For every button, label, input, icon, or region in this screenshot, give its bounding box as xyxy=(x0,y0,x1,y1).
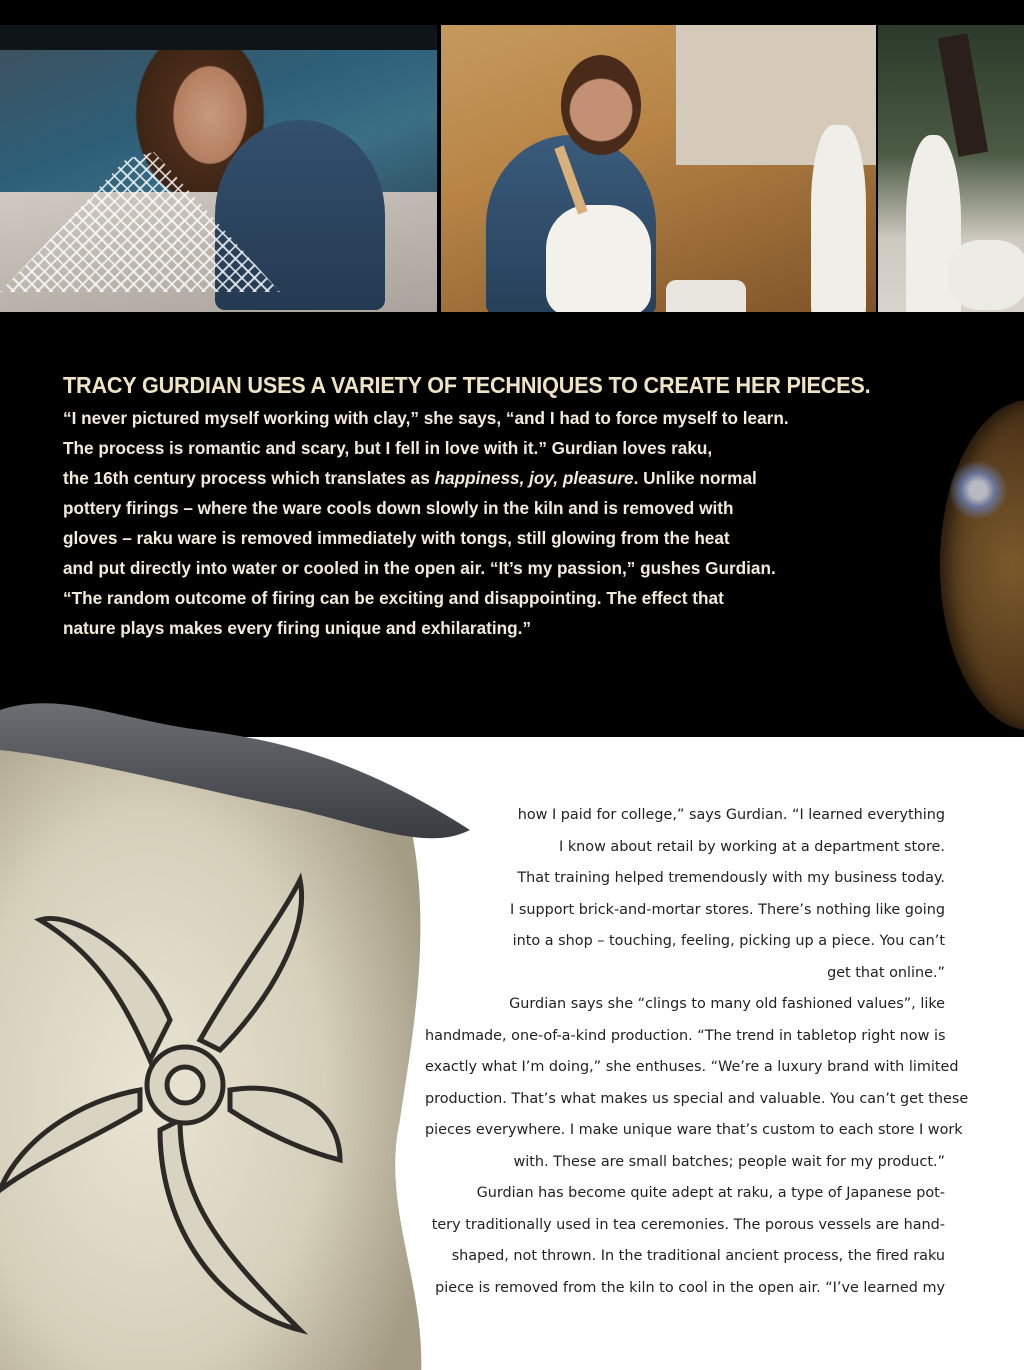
intro-line: gloves – raku ware is removed immediately with tongs, still glowing from the heat xyxy=(63,528,730,548)
body-line: exactly what I’m doing,” she enthuses. “We’re a luxury brand with limited xyxy=(425,1059,959,1075)
intro-line xyxy=(63,463,953,493)
body-line: Gurdian says she “clings to many old fashioned values”, like xyxy=(509,996,945,1012)
body-line: Gurdian has become quite adept at raku, a type of Japanese pot- xyxy=(476,1185,945,1201)
intro-line: “I never pictured myself working with clay,” she says, “and I had to force myself to learn. xyxy=(63,408,789,428)
body-line: into a shop – touching, feeling, picking up a piece. You can’t xyxy=(512,933,945,949)
body-line: how I paid for college,” says Gurdian. “I learned everything xyxy=(517,807,945,823)
flower-pot-image xyxy=(0,690,470,1370)
intro-line-end: . Unlike normal xyxy=(633,468,757,488)
intro-block xyxy=(63,372,953,643)
body-line: I support brick-and-mortar stores. There’s nothing like going xyxy=(510,901,945,918)
intro-line: “The random outcome of firing can be exciting and disappointing. The effect that xyxy=(63,588,724,608)
body-line: production. That’s what makes us special and valuable. You can’t get these xyxy=(425,1090,969,1107)
body-line: handmade, one-of-a-kind production. “The trend in tabletop right now is xyxy=(425,1027,946,1044)
intro-line: The process is romantic and scary, but I fell in love with it.” Gurdian loves raku, xyxy=(63,438,713,458)
intro-line: and put directly into water or cooled in the open air. “It’s my passion,” gushes Gurdian. xyxy=(63,558,776,578)
intro-line: nature plays makes every firing unique and exhilarating.” xyxy=(63,618,532,638)
photo-detail xyxy=(546,205,651,312)
body-line: with. These are small batches; people wait for my product.” xyxy=(513,1153,945,1170)
body-line: pieces everywhere. I make unique ware that’s custom to each store I work xyxy=(425,1122,963,1138)
article-body xyxy=(425,800,969,1304)
intro-line-start: the 16th century process which translates as xyxy=(63,468,435,488)
intro-line: pottery firings – where the ware cools down slowly in the kiln and is removed with xyxy=(63,498,734,518)
photo-detail xyxy=(561,55,641,155)
photo-potter-lace xyxy=(0,25,437,312)
photo-detail xyxy=(811,125,866,312)
body-line: I know about retail by working at a department store. xyxy=(559,838,945,855)
body-line: tery traditionally used in tea ceremonies. The porous vessels are hand- xyxy=(431,1216,945,1233)
body-line: That training helped tremendously with my business today. xyxy=(517,870,945,886)
intro-heading: TRACY GURDIAN USES A VARIETY OF TECHNIQUES TO CREATE HER PIECES. xyxy=(63,372,871,398)
photo-potter-brushing xyxy=(441,25,876,312)
body-line: shaped, not thrown. In the traditional ancient process, the fired raku xyxy=(451,1248,945,1264)
photo-detail xyxy=(0,25,437,50)
intro-italic-phrase: happiness, joy, pleasure xyxy=(434,468,634,488)
photo-detail xyxy=(938,33,988,156)
photo-white-vases xyxy=(878,25,1024,312)
photo-detail xyxy=(666,280,746,312)
body-line: piece is removed from the kiln to cool in the open air. “I’ve learned my xyxy=(435,1279,945,1296)
photo-detail xyxy=(948,240,1024,310)
body-line: get that online.” xyxy=(827,964,945,981)
